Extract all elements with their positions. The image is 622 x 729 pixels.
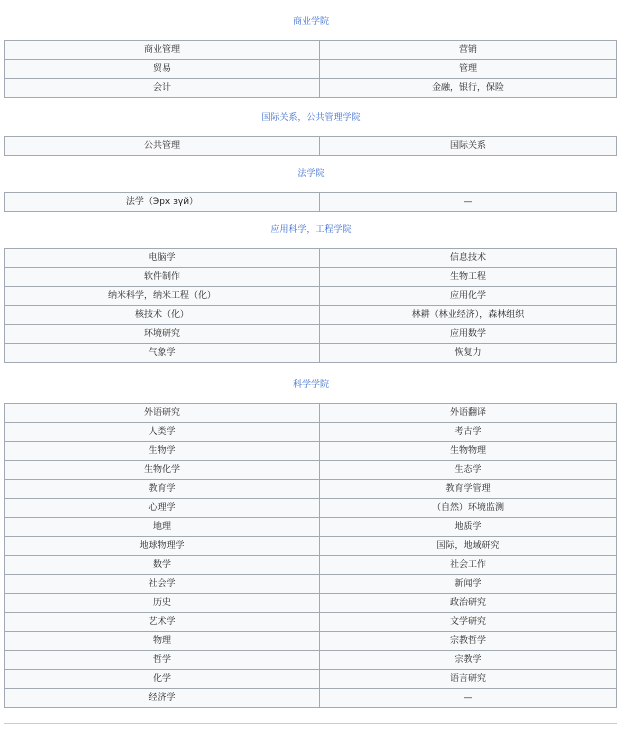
table-cell: 气象学 [5, 344, 320, 363]
table-cell: 数学 [5, 556, 320, 575]
table-cell: 国际，地域研究 [320, 537, 617, 556]
table-cell: 社会工作 [320, 556, 617, 575]
table-row [5, 518, 617, 537]
table-cell: — [320, 193, 617, 212]
table-cell: 宗教学 [320, 651, 617, 670]
table-cell: 物理 [5, 632, 320, 651]
table-cell: 宗教哲学 [320, 632, 617, 651]
table-cell: 法学（Эрх зүй） [5, 193, 320, 212]
table-cell: — [320, 689, 617, 708]
table-row [5, 689, 617, 708]
table-row [5, 670, 617, 689]
table-cell: 地质学 [320, 518, 617, 537]
table-row [5, 41, 617, 60]
table-row [5, 537, 617, 556]
table-row [5, 79, 617, 98]
table-row [5, 404, 617, 423]
table-row [5, 423, 617, 442]
table-row [5, 556, 617, 575]
table-cell: 社会学 [5, 575, 320, 594]
table-cell: 语言研究 [320, 670, 617, 689]
table-cell: 生态学 [320, 461, 617, 480]
section-table-business [4, 40, 617, 98]
section-table-international-relations [4, 136, 617, 156]
table-cell: 恢复力 [320, 344, 617, 363]
table-row [5, 193, 617, 212]
table-cell: 经济学 [5, 689, 320, 708]
table-cell: 哲学 [5, 651, 320, 670]
table-cell: 考古学 [320, 423, 617, 442]
table-cell: 林耕（林业经济），森林组织 [320, 306, 617, 325]
table-row [5, 480, 617, 499]
bottom-divider [4, 723, 617, 724]
table-row [5, 268, 617, 287]
table-cell: 应用数学 [320, 325, 617, 344]
table-cell: 艺术学 [5, 613, 320, 632]
table-row [5, 137, 617, 156]
table-row [5, 325, 617, 344]
table-row [5, 249, 617, 268]
table-cell: 新闻学 [320, 575, 617, 594]
table-cell: 教育学管理 [320, 480, 617, 499]
table-cell: 公共管理 [5, 137, 320, 156]
table-cell: 生物化学 [5, 461, 320, 480]
table-cell: 金融，银行，保险 [320, 79, 617, 98]
table-cell: 会计 [5, 79, 320, 98]
table-cell: 生物工程 [320, 268, 617, 287]
section-table-applied-science [4, 248, 617, 363]
table-row [5, 613, 617, 632]
table-cell: 化学 [5, 670, 320, 689]
table-row [5, 60, 617, 79]
table-row [5, 632, 617, 651]
table-cell: 政治研究 [320, 594, 617, 613]
section-heading-international-relations: 国际关系，公共管理学院 [261, 113, 361, 123]
table-cell: 环境研究 [5, 325, 320, 344]
table-cell: 地球物理学 [5, 537, 320, 556]
table-cell: 生物学 [5, 442, 320, 461]
section-table-law [4, 192, 617, 212]
table-cell: 软件制作 [5, 268, 320, 287]
table-row [5, 575, 617, 594]
table-cell: 文学研究 [320, 613, 617, 632]
section-table-science [4, 403, 617, 708]
table-cell: 营销 [320, 41, 617, 60]
table-cell: 外语研究 [5, 404, 320, 423]
table-cell: 电脑学 [5, 249, 320, 268]
table-cell: 管理 [320, 60, 617, 79]
table-cell: 国际关系 [320, 137, 617, 156]
table-cell: 纳米科学，纳米工程（化） [5, 287, 320, 306]
section-heading-science: 科学学院 [292, 380, 329, 390]
table-row [5, 287, 617, 306]
table-row [5, 306, 617, 325]
table-cell: 商业管理 [5, 41, 320, 60]
table-row [5, 499, 617, 518]
table-cell: 外语翻译 [320, 404, 617, 423]
section-heading-business: 商业学院 [292, 17, 329, 27]
table-cell: （自然）环境监测 [320, 499, 617, 518]
table-row [5, 651, 617, 670]
section-heading-law: 法学院 [297, 169, 325, 179]
table-cell: 贸易 [5, 60, 320, 79]
table-row [5, 461, 617, 480]
table-cell: 核技术（化） [5, 306, 320, 325]
table-row [5, 442, 617, 461]
table-cell: 心理学 [5, 499, 320, 518]
table-cell: 地理 [5, 518, 320, 537]
table-cell: 生物物理 [320, 442, 617, 461]
table-cell: 信息技术 [320, 249, 617, 268]
table-row [5, 344, 617, 363]
table-cell: 历史 [5, 594, 320, 613]
table-row [5, 594, 617, 613]
table-cell: 应用化学 [320, 287, 617, 306]
table-cell: 人类学 [5, 423, 320, 442]
table-cell: 教育学 [5, 480, 320, 499]
section-heading-applied-science: 应用科学，工程学院 [270, 225, 352, 235]
